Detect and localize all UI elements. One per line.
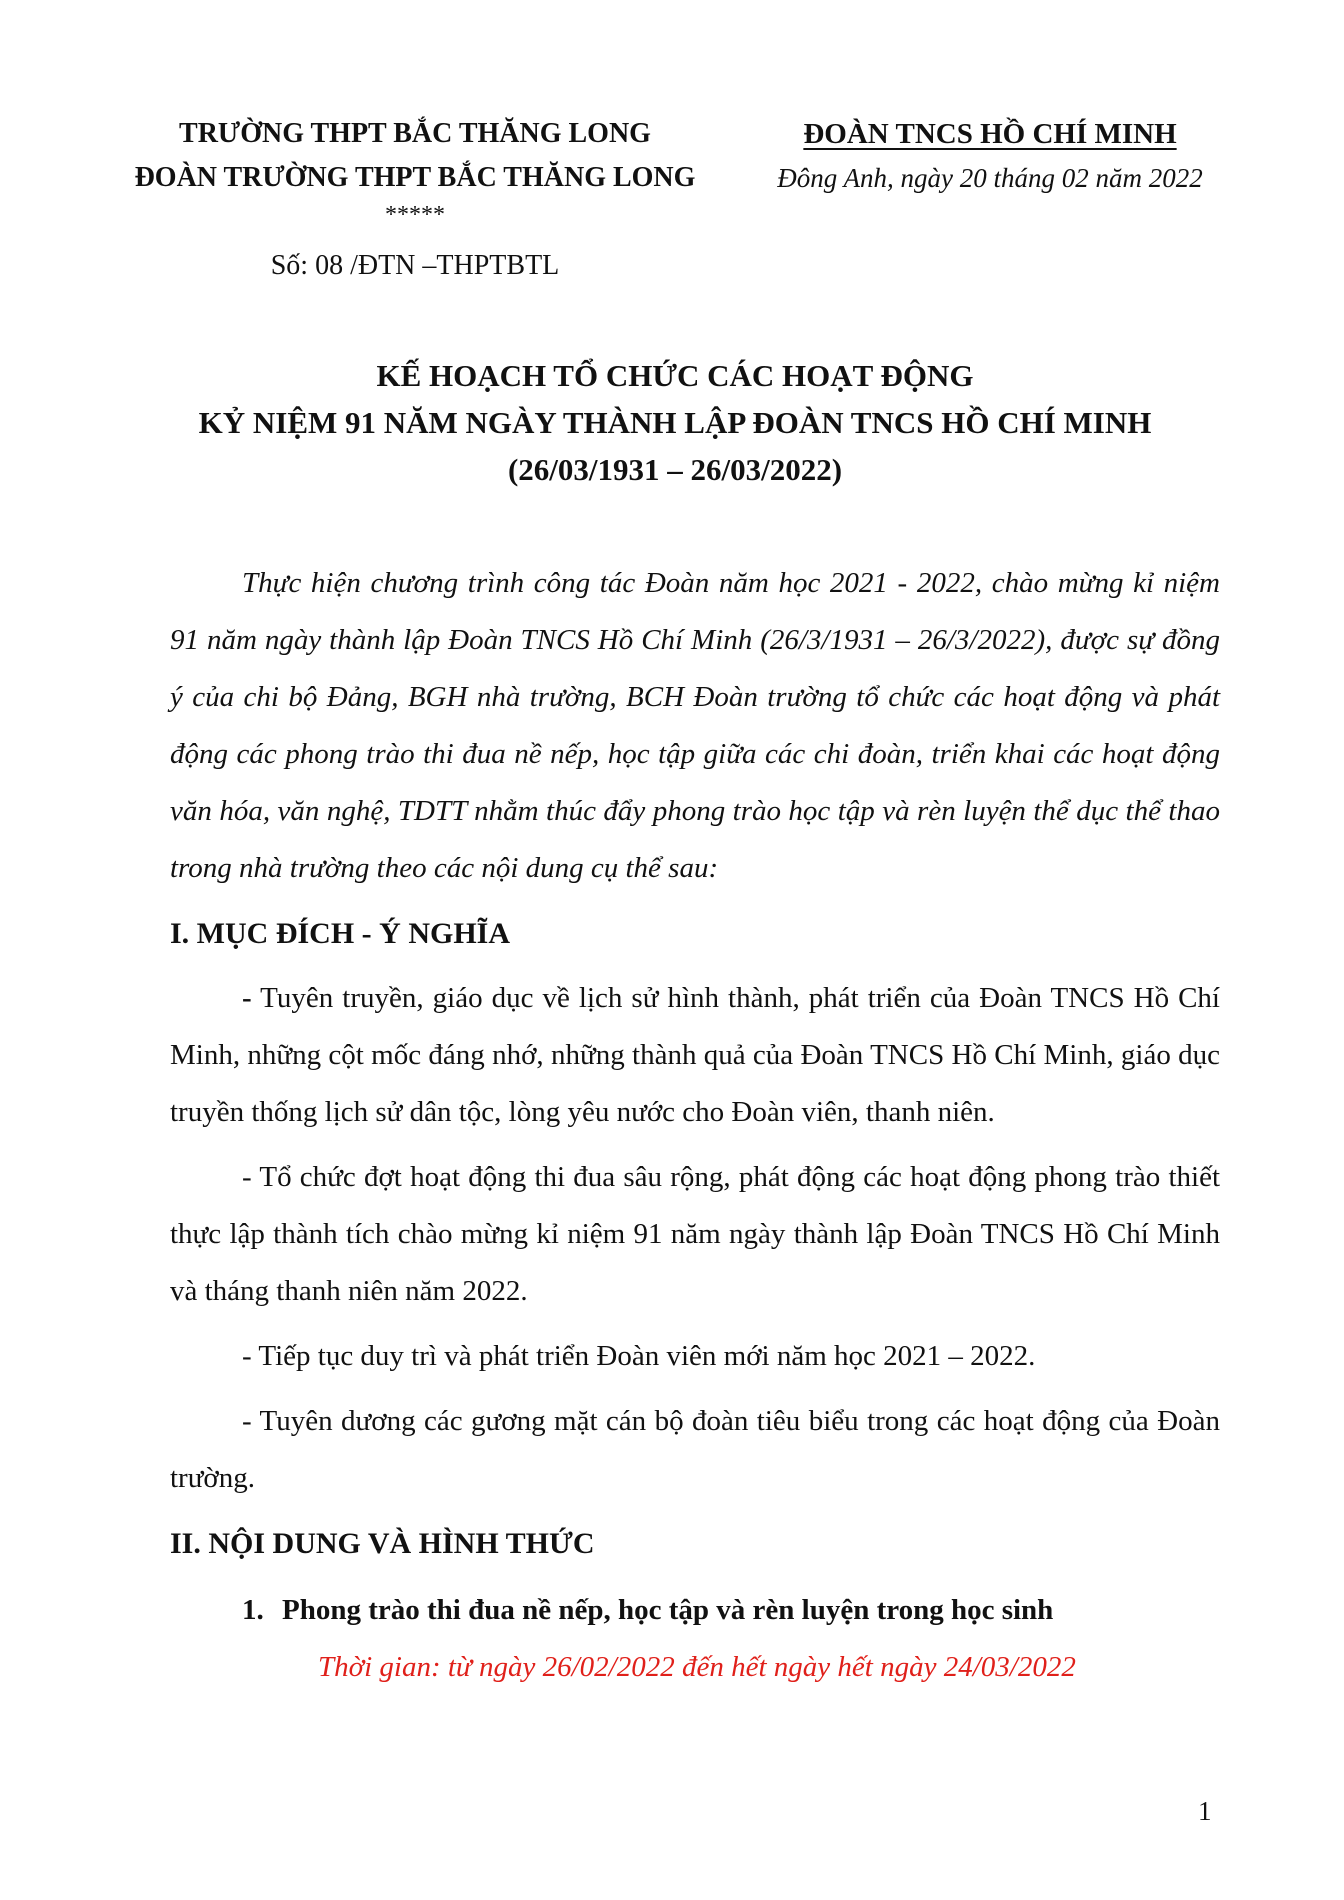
title-line-3: (26/03/1931 – 26/03/2022) bbox=[507, 452, 843, 487]
section-1-paragraph-3: - Tiếp tục duy trì và phát triển Đoàn viên mới năm học 2021 – 2022. bbox=[242, 1340, 1036, 1372]
item-title: Phong trào thi đua nề nếp, học tập và rèn luyện trong học sinh bbox=[282, 1594, 1054, 1626]
document-date: Đông Anh, ngày 20 tháng 02 năm 2022 bbox=[777, 163, 1203, 193]
section-2-item-1 bbox=[242, 1582, 1220, 1639]
page-number: 1 bbox=[1198, 1796, 1212, 1826]
union-school-name: ĐOÀN TRƯỜNG THPT BẮC THĂNG LONG bbox=[134, 162, 696, 193]
section-1-heading: I. MỤC ĐÍCH - Ý NGHĨA bbox=[170, 917, 510, 950]
section-1-paragraph-2: - Tổ chức đợt hoạt động thi đua sâu rộng, phát động các hoạt động phong trào thiết thực lập thành tích chào mừng kỉ niệm 91 năm ngày thành lập Đoàn TNCS Hồ Chí Minh và tháng thanh niên năm 2022. bbox=[170, 1161, 1220, 1307]
header-left bbox=[130, 112, 700, 288]
section-2-heading: II. NỘI DUNG VÀ HÌNH THỨC bbox=[170, 1527, 595, 1560]
document-number: Số: 08 /ĐTN –THPTBTL bbox=[270, 250, 560, 281]
title-line-1: KẾ HOẠCH TỔ CHỨC CÁC HOẠT ĐỘNG bbox=[376, 358, 974, 393]
stars-separator: ***** bbox=[385, 202, 445, 228]
document-title bbox=[140, 352, 1210, 493]
section-1-paragraph-4: - Tuyên dương các gương mặt cán bộ đoàn tiêu biểu trong các hoạt động của Đoàn trường. bbox=[170, 1405, 1220, 1494]
header-right bbox=[770, 112, 1210, 200]
school-name: TRƯỜNG THPT BẮC THĂNG LONG bbox=[179, 118, 651, 149]
section-1-paragraph-1 bbox=[170, 970, 1220, 1141]
title-line-2: KỶ NIỆM 91 NĂM NGÀY THÀNH LẬP ĐOÀN TNCS HỒ CHÍ MINH bbox=[198, 405, 1152, 440]
item-1-time: Thời gian: từ ngày 26/02/2022 đến hết ngày hết ngày 24/03/2022 bbox=[318, 1651, 1076, 1683]
item-number: 1. bbox=[242, 1594, 264, 1626]
organization-name: ĐOÀN TNCS HỒ CHÍ MINH bbox=[803, 118, 1177, 150]
intro-paragraph: Thực hiện chương trình công tác Đoàn năm học 2021 - 2022, chào mừng kỉ niệm 91 năm ngày thành lập Đoàn TNCS Hồ Chí Minh (26/3/1931 – 26/3/2022), được sự đồng ý của chi bộ Đảng, BGH nhà trường, BCH Đoàn trường tổ chức các hoạt động và phát động các phong trào thi đua nề nếp, học tập giữa các chi đoàn, triển khai các hoạt động văn hóa, văn nghệ, TDTT nhằm thúc đẩy phong trào học tập và rèn luyện thể dục thể thao trong nhà trường theo các nội dung cụ thể sau: bbox=[170, 567, 1220, 884]
paragraph-text: Tuyên truyền, giáo dục về lịch sử hình thành, phát triển của Đoàn TNCS Hồ Chí Minh, những cột mốc đáng nhớ, những thành quả của Đoàn TNCS Hồ Chí Minh, giáo dục truyền thống lịch sử dân tộc, lòng yêu nước cho Đoàn viên, thanh niên. bbox=[170, 982, 1220, 1128]
bullet-dash: - bbox=[242, 982, 252, 1014]
document-body bbox=[170, 555, 1220, 1696]
